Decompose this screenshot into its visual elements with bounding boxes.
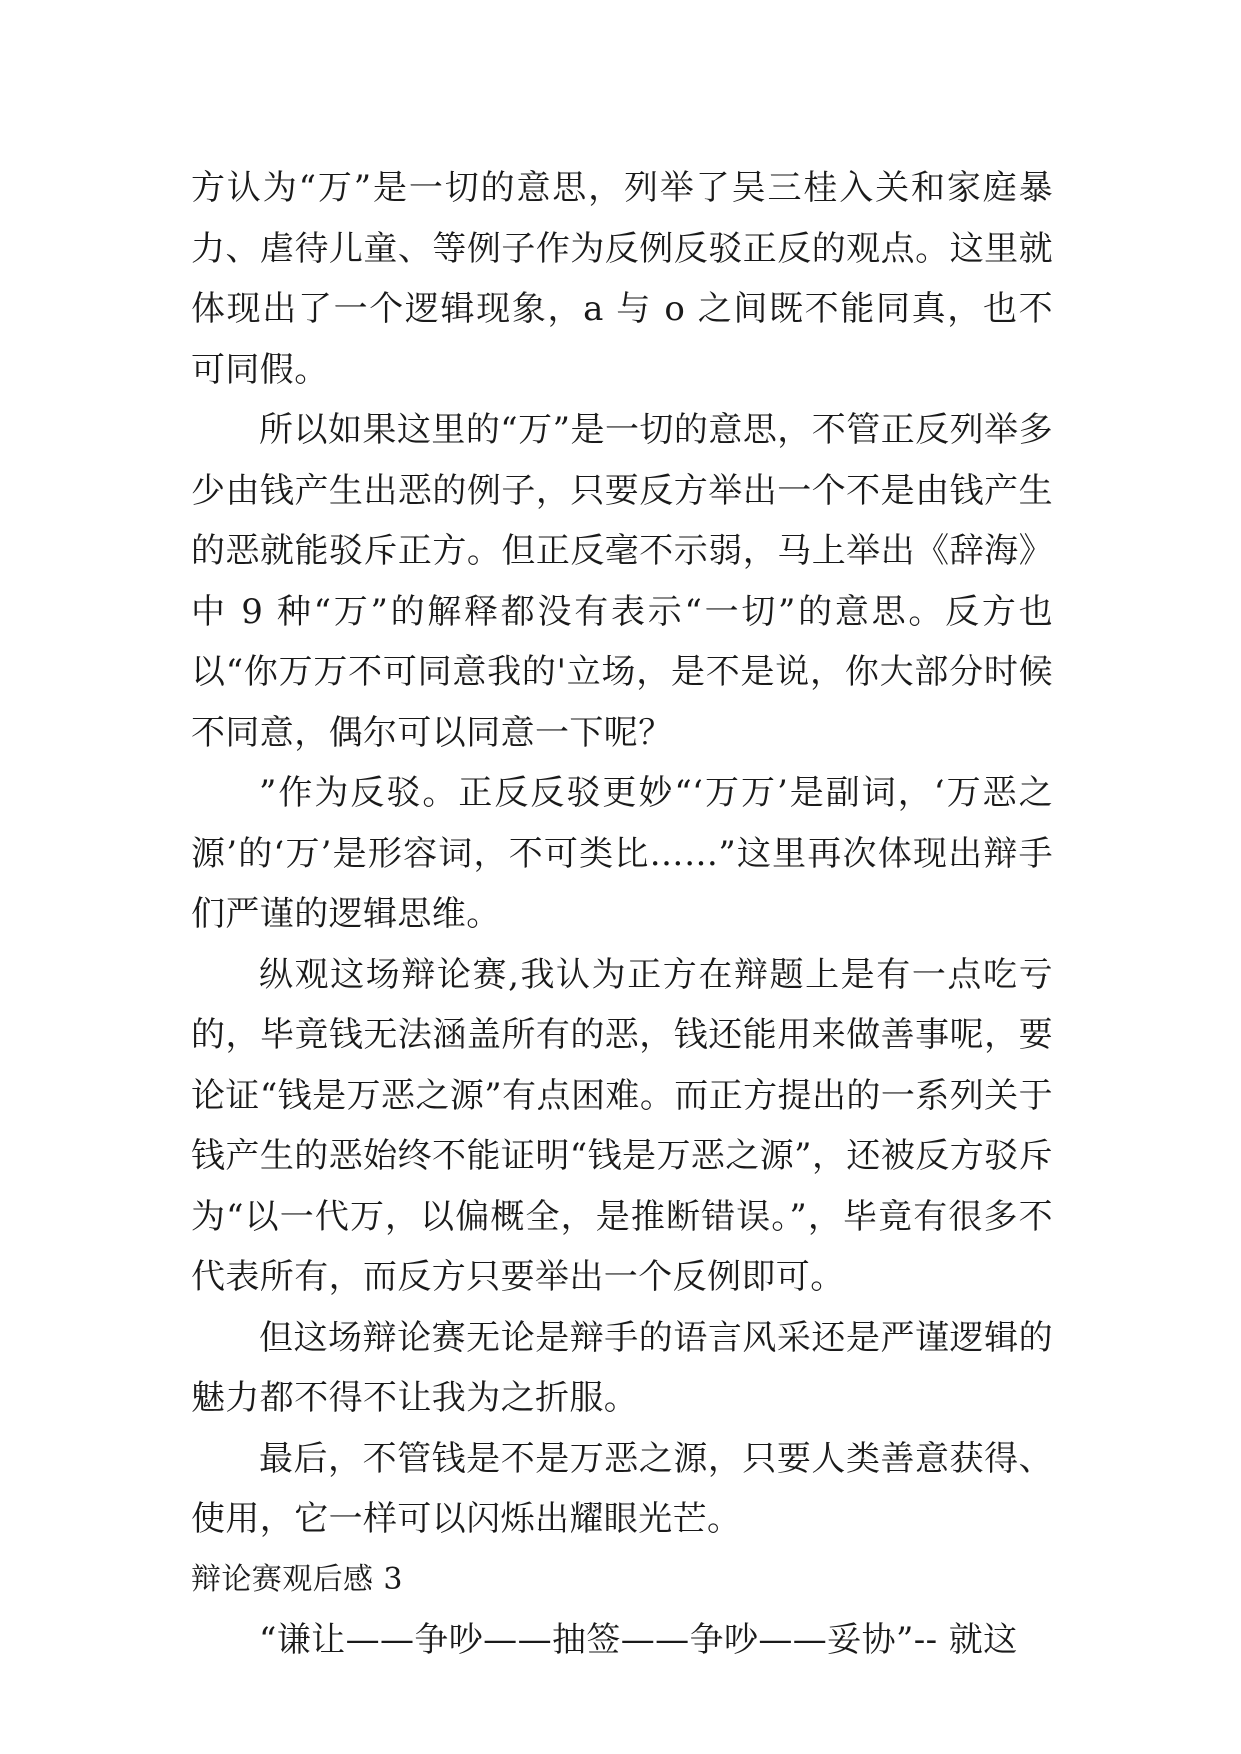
paragraph-2: 所以如果这里的“万”是一切的意思，不管正反列举多少由钱产生出恶的例子，只要反方举出一个不是由钱产生的恶就能驳斥正方。但正反毫不示弱，马上举出《辞海》中 9 种“万”的解释都没有表示“一切”的意思。反方也以“你万万不可同意我的'立场，是不是说，你大部分时候不同意，偶尔可以同意一下呢？ [191,410,1053,753]
paragraph-3: ”作为反驳。正反反驳更妙“‘万万’是副词，‘万恶之源’的‘万’是形容词，不可类比……”这里再次体现出辩手们严谨的逻辑思维。 [191,773,1053,934]
document-page [191,158,1053,1670]
paragraph-5: 但这场辩论赛无论是辩手的语言风采还是严谨逻辑的魅力都不得不让我为之折服。 [191,1317,1053,1418]
paragraph-1: 方认为“万”是一切的意思，列举了吴三桂入关和家庭暴力、虐待儿童、等例子作为反例反驳正反的观点。这里就体现出了一个逻辑现象，a 与 o 之间既不能同真，也不可同假。 [191,168,1053,390]
paragraph-7: “谦让——争吵——抽签——争吵——妥协”-- 就这 [259,1619,1018,1660]
section-heading: 辩论赛观后感 3 [191,1561,403,1597]
paragraph-4: 纵观这场辩论赛,我认为正方在辩题上是有一点吃亏的，毕竟钱无法涵盖所有的恶，钱还能用来做善事呢，要论证“钱是万恶之源”有点困难。而正方提出的一系列关于钱产生的恶始终不能证明“钱是万恶之源”，还被反方驳斥为“以一代万，以偏概全，是推断错误。”，毕竟有很多不代表所有，而反方只要举出一个反例即可。 [191,954,1053,1297]
paragraph-6: 最后，不管钱是不是万恶之源，只要人类善意获得、使用，它一样可以闪烁出耀眼光芒。 [191,1438,1053,1539]
